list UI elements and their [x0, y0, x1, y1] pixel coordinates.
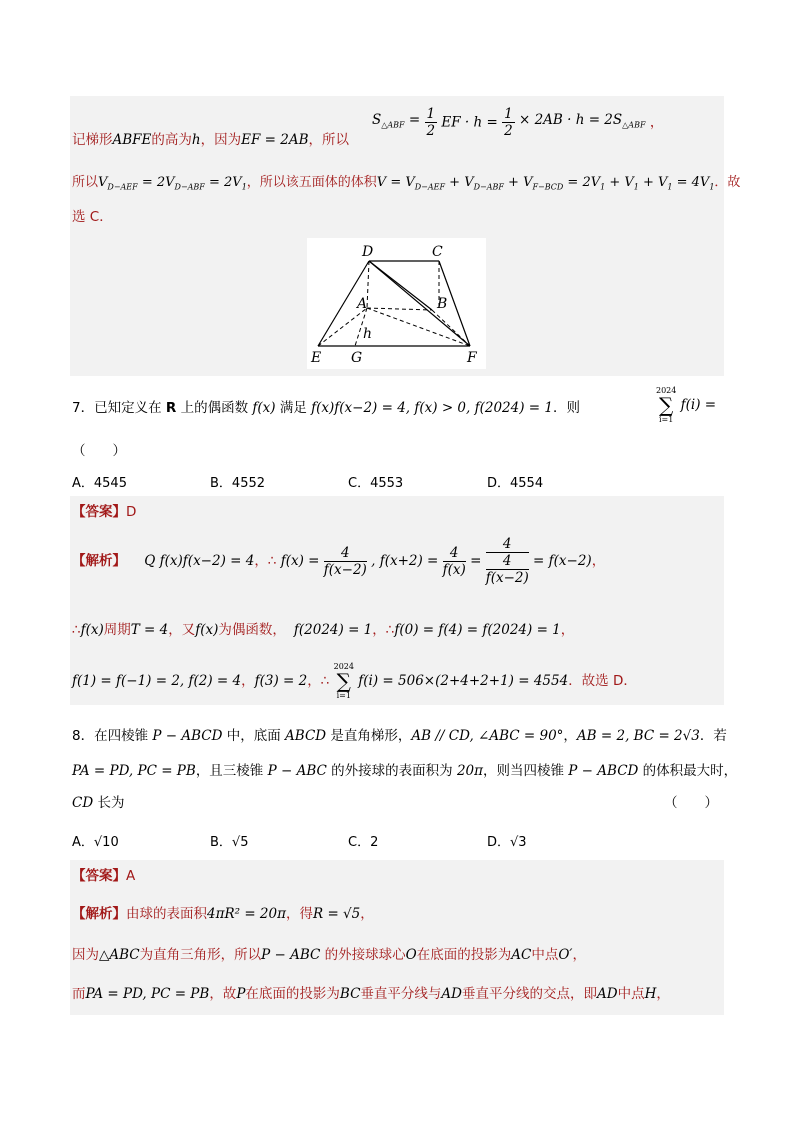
label-D: D	[362, 244, 374, 260]
option-C[interactable]: C．4553	[348, 476, 404, 491]
math: EF = 2AB	[241, 132, 309, 148]
q8-analysis-1: 【解析】由球的表面积4πR² = 20π，得R = √5，	[72, 906, 374, 922]
geometry-diagram	[307, 238, 486, 369]
sol6-line1-formula	[372, 106, 663, 150]
option-B[interactable]: B．√5	[210, 835, 249, 850]
label-E: E	[311, 350, 322, 366]
label-A: A	[357, 296, 368, 312]
q7-paren: （ ）	[72, 443, 126, 459]
option-C[interactable]: C．2	[348, 835, 379, 850]
label-B: B	[437, 296, 448, 312]
sol6-line2: 所以$V_{D-AEF} = 2V_{D-ABF} = 2V_1$，所以该五面体的体积$V = V_{D-AEF} + V_{D-ABF} + V_{F-BCD} = 2V_1 + V_1 + V_1 = 4V_1$．故	[72, 175, 741, 192]
text: ，所以	[308, 132, 349, 148]
sol6-line3: 选 C．	[72, 209, 113, 225]
sum-symbol: 2024 ∑ i=1	[656, 386, 677, 424]
q8-stem-1: 8．在四棱锥 P − ABCD 中，底面 ABCD 是直角梯形，AB // CD, ∠ABC = 90°，AB = 2, BC = 2√3．若	[72, 728, 727, 744]
option-A[interactable]: A．4545	[72, 476, 127, 491]
text: ，	[649, 114, 664, 131]
q8-paren: （ ）	[664, 795, 718, 811]
fraction: $\frac{1}{2}$	[504, 106, 513, 139]
option-D[interactable]: D．√3	[487, 835, 527, 850]
math: ABFE	[112, 132, 152, 148]
sol6-line1	[72, 131, 349, 149]
q8-analysis-3: 而PA = PD, PC = PB，故P在底面的投影为BC垂直平分线与AD垂直平分线的交点，即AD中点H，	[72, 986, 670, 1002]
q8-stem-2: PA = PD, PC = PB，且三棱锥 P − ABC 的外接球的表面积为 20π，则当四棱锥 P − ABCD 的体积最大时，	[72, 763, 738, 779]
text: 记梯形	[72, 132, 113, 148]
q7-sum: 2024 ∑ i=1 f(i) =	[656, 386, 717, 424]
pentahedron-figure	[307, 238, 486, 369]
q8-stem-3: CD 长为	[72, 795, 125, 811]
math: h	[191, 132, 201, 148]
q8-answer: 【答案】A	[72, 868, 136, 884]
label-h: h	[363, 326, 373, 342]
fraction: $\frac{1}{2}$	[426, 106, 436, 139]
math: EF · h =	[441, 114, 503, 131]
option-D[interactable]: D．4554	[487, 476, 544, 491]
q7-analysis-3: f(1) = f(−1) = 2, f(2) = 4，f(3) = 2，∴ 2024 ∑ i=1 f(i) = 506×(2+4+2+1) = 4554．故选 D．	[72, 662, 637, 700]
math: × $2AB \cdot h = 2S_{\triangle ABF}$	[518, 111, 646, 130]
option-B[interactable]: B．4552	[210, 476, 266, 491]
q7-analysis-1: 【解析】 Q f(x)f(x−2) = 4，∴ f(x) = $\frac{4}{f(x-2)}$ , f(x+2) = $\frac{4}{f(x)}$ = $\frac{4}{\frac{4}{f(x-2)}}$ = f(x−2)，	[72, 536, 606, 586]
label-G: G	[351, 350, 363, 366]
label-F: F	[467, 350, 477, 366]
text: ，因为	[200, 132, 242, 148]
q8-analysis-2: 因为△ABC为直角三角形，所以P − ABC 的外接球球心O在底面的投影为AC中点O′，	[72, 947, 586, 963]
math: $S_{\triangle ABF}$ =	[372, 111, 425, 130]
label-C: C	[432, 244, 443, 260]
q7-stem: 7．已知定义在 R 上的偶函数 f(x) 满足 f(x)f(x−2) = 4, f(x) > 0, f(2024) = 1．则	[72, 400, 580, 416]
option-A[interactable]: A．√10	[72, 835, 119, 850]
q7-analysis-2: ∴f(x)周期T = 4，又f(x)为偶函数， f(2024) = 1，∴f(0) = f(4) = f(2024) = 1，	[72, 622, 575, 638]
text: 的高为	[151, 132, 192, 148]
q7-answer: 【答案】D	[72, 504, 137, 520]
